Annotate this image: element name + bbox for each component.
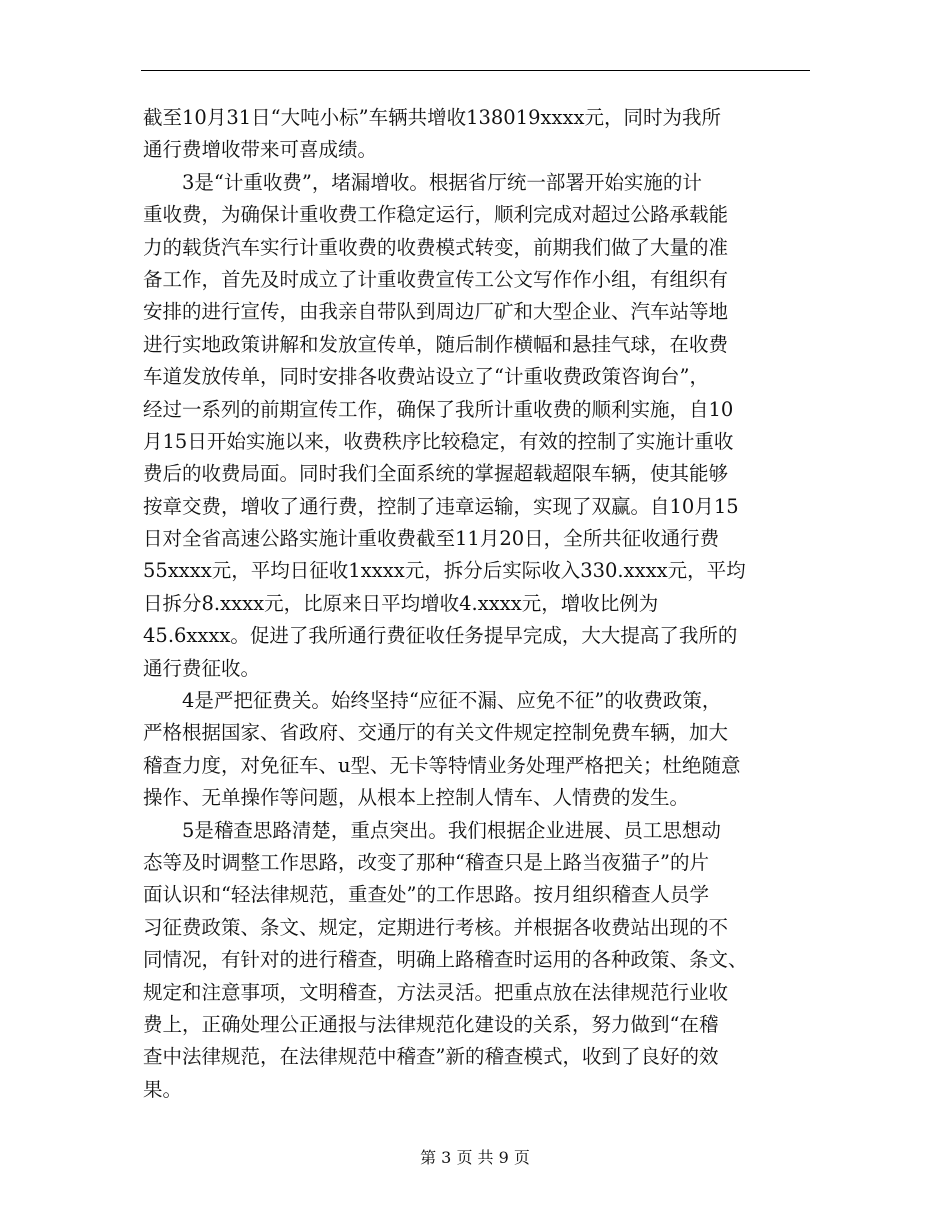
text-line: 通行费增收带来可喜成绩。: [143, 138, 378, 162]
text-line: 严格根据国家、省政府、交通厅的有关文件规定控制免费车辆，加大: [143, 721, 729, 745]
document-body: [143, 102, 810, 1106]
text-line: 查中法律规范，在法律规范中稽查”新的稽查模式，收到了良好的效: [143, 1045, 719, 1069]
text-line: 果。: [143, 1077, 183, 1101]
text-line: 4是严把征费关。始终坚持“应征不漏、应免不征”的收费政策，: [143, 689, 722, 713]
text-line: 45.6xxxx。促进了我所通行费征收任务提早完成，大大提高了我所的: [143, 624, 738, 648]
header-rule: [141, 70, 810, 71]
text-line: 重收费，为确保计重收费工作稳定运行，顺利完成对超过公路承载能: [143, 203, 729, 227]
text-line: 车道发放传单，同时安排各收费站设立了“计重收费政策咨询台”，: [143, 365, 709, 389]
text-line: 进行实地政策讲解和发放宣传单，随后制作横幅和悬挂气球，在收费: [143, 332, 729, 356]
text-line: 55xxxx元，平均日征收1xxxx元，拆分后实际收入330.xxxx元，平均: [143, 559, 746, 583]
text-line: 稽查力度，对免征车、u型、无卡等特情业务处理严格把关；杜绝随意: [143, 753, 741, 777]
text-line: 3是“计重收费”，堵漏增收。根据省厅统一部署开始实施的计: [143, 170, 702, 194]
text-line: 费后的收费局面。同时我们全面系统的掌握超载超限车辆，使其能够: [143, 462, 729, 486]
text-line: 按章交费，增收了通行费，控制了违章运输，实现了双赢。自10月15: [143, 494, 739, 518]
text-line: 日对全省高速公路实施计重收费截至11月20日，全所共征收通行费: [143, 527, 720, 551]
text-line: 通行费征收。: [143, 656, 261, 680]
text-line: 面认识和“轻法律规范，重查处”的工作思路。按月组织稽查人员学: [143, 883, 709, 907]
text-line: 截至10月31日“大吨小标”车辆共增收138019xxxx元，同时为我所: [143, 106, 721, 129]
text-line: 力的载货汽车实行计重收费的收费模式转变，前期我们做了大量的准: [143, 235, 729, 259]
text-line: 态等及时调整工作思路，改变了那种“稽查只是上路当夜猫子”的片: [143, 850, 709, 874]
text-line: 同情况，有针对的进行稽查，明确上路稽查时运用的各种政策、条文、: [143, 948, 748, 972]
text-line: 费上，正确处理公正通报与法律规范化建设的关系，努力做到“在稽: [143, 1012, 719, 1036]
text-line: 经过一系列的前期宣传工作，确保了我所计重收费的顺利实施，自10: [143, 397, 734, 421]
text-line: 安排的进行宣传，由我亲自带队到周边厂矿和大型企业、汽车站等地: [143, 300, 729, 324]
text-line: 习征费政策、条文、规定，定期进行考核。并根据各收费站出现的不: [143, 915, 729, 939]
text-line: 备工作，首先及时成立了计重收费宣传工公文写作作小组，有组织有: [143, 267, 729, 291]
text-line: 规定和注意事项，文明稽查，方法灵活。把重点放在法律规范行业收: [143, 980, 729, 1004]
page-number-footer: 第 3 页 共 9 页: [420, 1148, 530, 1167]
text-line: 操作、无单操作等问题，从根本上控制人情车、人情费的发生。: [143, 786, 690, 810]
text-line: 日拆分8.xxxx元，比原来日平均增收4.xxxx元，增收比例为: [143, 591, 659, 615]
text-line: 5是稽查思路清楚，重点突出。我们根据企业进展、员工思想动: [143, 818, 721, 842]
text-line: 月15日开始实施以来，收费秩序比较稳定，有效的控制了实施计重收: [143, 429, 734, 453]
